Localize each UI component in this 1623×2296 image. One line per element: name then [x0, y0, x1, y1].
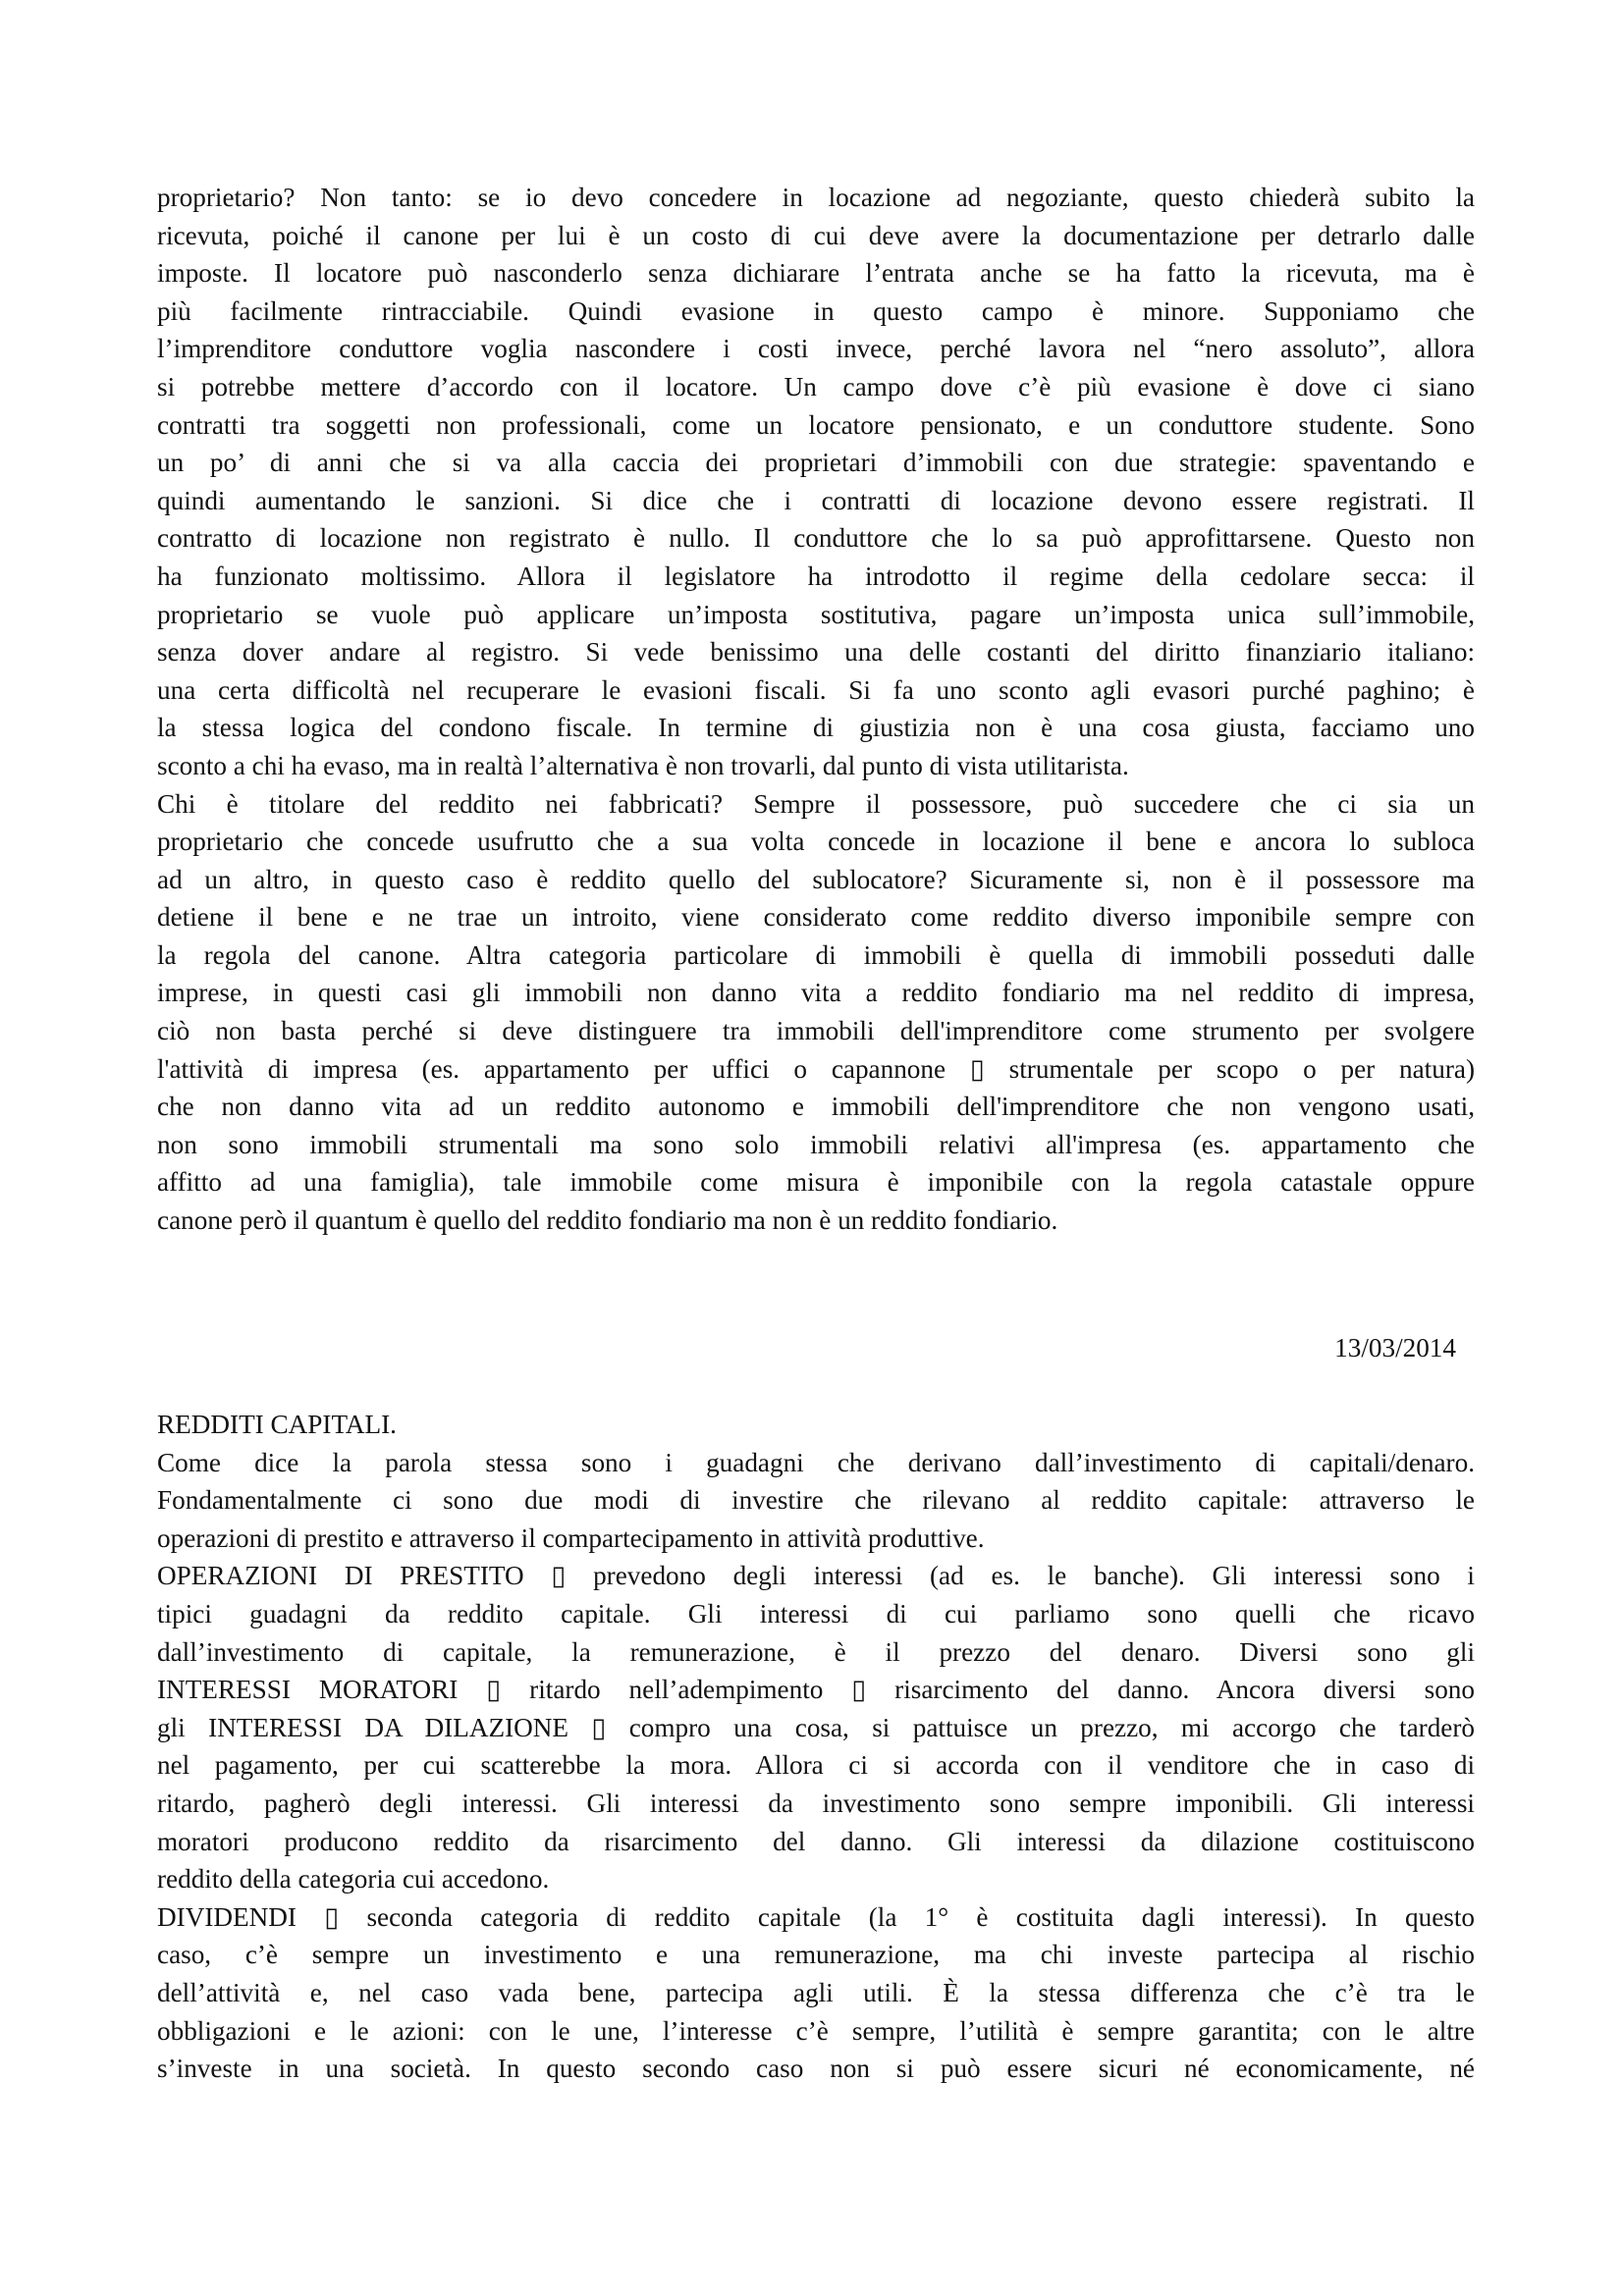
text-block-fabbricati — [157, 179, 1475, 1240]
text-line: INTERESSI MORATORI ▯ ritardo nell’adempimento ▯ risarcimento del danno. Ancora diversi sono — [157, 1675, 1475, 1705]
text-line: dell’attività e, nel caso vada bene, partecipa agli utili. È la stessa differenza che c’è tra le — [157, 1977, 1475, 2007]
text-line: affitto ad una famiglia), tale immobile come misura è imponibile con la regola catastale oppure — [157, 1167, 1475, 1198]
text-line: OPERAZIONI DI PRESTITO ▯ prevedono degli interessi (ad es. le banche). Gli interessi sono i — [157, 1561, 1475, 1591]
text-line: nel pagamento, per cui scatterebbe la mora. Allora ci si accorda con il venditore che in caso di — [157, 1750, 1475, 1781]
text-line: Come dice la parola stessa sono i guadagni che derivano dall’investimento di capitali/denaro. — [157, 1447, 1475, 1477]
text-line: proprietario che concede usufrutto che a sua volta concede in locazione il bene e ancora lo subloca — [157, 827, 1475, 857]
lecture-date: 13/03/2014 — [1334, 1333, 1456, 1362]
text-line: che non danno vita ad un reddito autonomo e immobili dell'imprenditore che non vengono usati, — [157, 1092, 1475, 1122]
text-line: la stessa logica del condono fiscale. In termine di giustizia non è una cosa giusta, facciamo uno — [157, 713, 1475, 743]
text-line: REDDITI CAPITALI. — [157, 1410, 397, 1439]
text-line: proprietario se vuole può applicare un’imposta sostitutiva, pagare un’imposta unica sull’immobile, — [157, 599, 1475, 629]
text-line: ciò non basta perché si deve distinguere tra immobili dell'imprenditore come strumento per svolgere — [157, 1016, 1475, 1046]
text-line: reddito della categoria cui accedono. — [157, 1864, 550, 1895]
text-line: la regola del canone. Altra categoria particolare di immobili è quella di immobili posseduti dalle — [157, 939, 1475, 970]
text-line: operazioni di prestito e attraverso il compartecipamento in attività produttive. — [157, 1522, 985, 1553]
text-line: l’imprenditore conduttore voglia nascondere i costi invece, perché lavora nel “nero assoluto”, allora — [157, 334, 1475, 364]
text-line: dall’investimento di capitale, la remunerazione, è il prezzo del denaro. Diversi sono gli — [157, 1636, 1475, 1667]
text-line: imposte. Il locatore può nasconderlo senza dichiarare l’entrata anche se ha fatto la ricevuta, ma è — [157, 258, 1475, 289]
text-line: contratti tra soggetti non professionali, come un locatore pensionato, e un conduttore studente. Sono — [157, 409, 1475, 440]
text-line: Chi è titolare del reddito nei fabbricati? Sempre il possessore, può succedere che ci sia un — [157, 788, 1475, 819]
text-line: obbligazioni e le azioni: con le une, l’interesse c’è sempre, l’utilità è sempre garantita; con le altre — [157, 2015, 1475, 2046]
text-block-redditi-capitali — [157, 1406, 1475, 2088]
text-line: ad un altro, in questo caso è reddito quello del sublocatore? Sicuramente si, non è il possessore ma — [157, 864, 1475, 894]
text-line: detiene il bene e ne trae un introito, viene considerato come reddito diverso imponibile sempre con — [157, 902, 1475, 933]
text-line: senza dover andare al registro. Si vede benissimo una delle costanti del diritto finanziario italiano: — [157, 637, 1475, 667]
text-line: canone però il quantum è quello del reddito fondiario ma non è un reddito fondiario. — [157, 1205, 1058, 1236]
text-line: non sono immobili strumentali ma sono solo immobili relativi all'impresa (es. appartamento che — [157, 1129, 1475, 1159]
text-line: ricevuta, poiché il canone per lui è un costo di cui deve avere la documentazione per detrarlo dalle — [157, 220, 1475, 250]
text-line: caso, c’è sempre un investimento e una remunerazione, ma chi investe partecipa al rischio — [157, 1940, 1475, 1970]
text-line: moratori producono reddito da risarcimento del danno. Gli interessi da dilazione costituiscono — [157, 1826, 1475, 1856]
text-line: si potrebbe mettere d’accordo con il locatore. Un campo dove c’è più evasione è dove ci siano — [157, 371, 1475, 401]
text-line: ritardo, pagherò degli interessi. Gli interessi da investimento sono sempre imponibili. Gli interessi — [157, 1788, 1475, 1818]
text-line: gli INTERESSI DA DILAZIONE ▯ compro una cosa, si pattuisce un prezzo, mi accorgo che tarderò — [157, 1712, 1475, 1742]
text-line: contratto di locazione non registrato è nullo. Il conduttore che lo sa può approfittarsene. Questo non — [157, 523, 1475, 554]
text-line: quindi aumentando le sanzioni. Si dice che i contratti di locazione devono essere registrati. Il — [157, 485, 1475, 515]
text-line: ha funzionato moltissimo. Allora il legislatore ha introdotto il regime della cedolare secca: il — [157, 561, 1475, 591]
text-line: imprese, in questi casi gli immobili non danno vita a reddito fondiario ma nel reddito di impresa, — [157, 978, 1475, 1008]
text-line: l'attività di impresa (es. appartamento per uffici o capannone ▯ strumentale per scopo o per natura) — [157, 1053, 1475, 1084]
text-line: un po’ di anni che si va alla caccia dei proprietari d’immobili con due strategie: spaventando e — [157, 448, 1475, 478]
text-line: tipici guadagni da reddito capitale. Gli interessi di cui parliamo sono quelli che ricavo — [157, 1598, 1475, 1629]
text-line: DIVIDENDI ▯ seconda categoria di reddito capitale (la 1° è costituita dagli interessi). In questo — [157, 1901, 1475, 1932]
text-line: sconto a chi ha evaso, ma in realtà l’alternativa è non trovarli, dal punto di vista utilitarista. — [157, 750, 1129, 780]
text-line: s’investe in una società. In questo secondo caso non si può essere sicuri né economicamente, né — [157, 2054, 1475, 2084]
text-line: proprietario? Non tanto: se io devo concedere in locazione ad negoziante, questo chiederà subito la — [157, 183, 1475, 212]
text-line: Fondamentalmente ci sono due modi di investire che rilevano al reddito capitale: attraverso le — [157, 1485, 1475, 1516]
text-line: una certa difficoltà nel recuperare le evasioni fiscali. Si fa uno sconto agli evasori purché paghino; è — [157, 674, 1475, 705]
text-line: più facilmente rintracciabile. Quindi evasione in questo campo è minore. Supponiamo che — [157, 295, 1475, 326]
